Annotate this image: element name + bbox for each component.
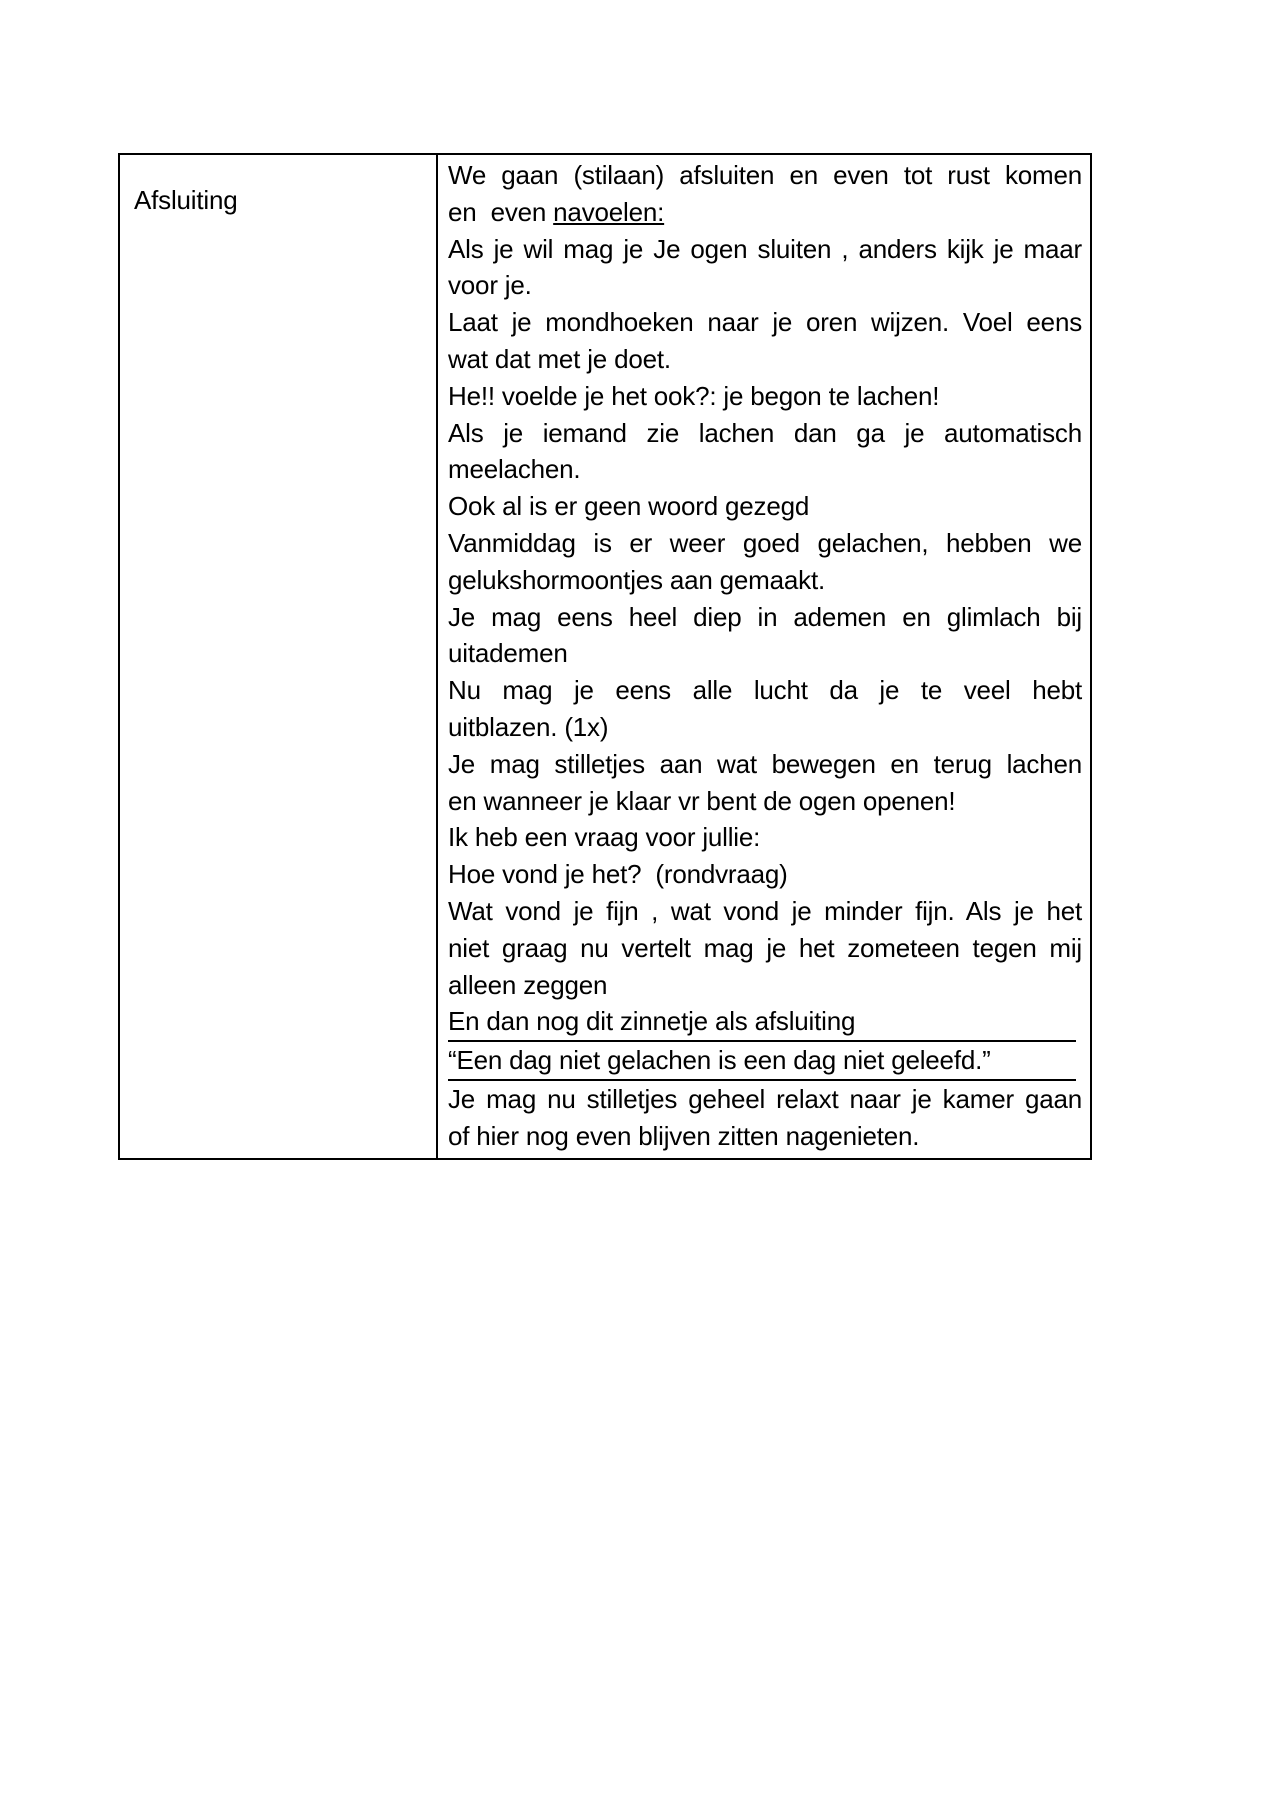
- text-segment: Vanmiddag is er weer goed gelachen, hebben we: [448, 527, 1082, 558]
- text-line: [448, 783, 1082, 820]
- table-content-cell: [438, 155, 1090, 1158]
- text-line: [448, 1081, 1082, 1118]
- text-line: [448, 304, 1082, 341]
- row-header-label: Afsluiting: [134, 185, 238, 215]
- text-segment: voor je.: [448, 270, 532, 301]
- text-line: [448, 599, 1082, 636]
- text-segment: Hoe vond je het? (rondvraag): [448, 859, 788, 890]
- text-segment: We gaan (stilaan) afsluiten en even tot rust komen: [448, 160, 1082, 190]
- afsluiting-table: [118, 153, 1092, 1160]
- text-segment: meelachen.: [448, 454, 581, 485]
- text-segment: Je mag nu stilletjes geheel relaxt naar je kamer gaan: [448, 1083, 1082, 1114]
- text-line: [448, 672, 1082, 709]
- text-line: [448, 930, 1082, 967]
- text-segment: Je mag eens heel diep in ademen en glimlach bij: [448, 601, 1082, 632]
- text-segment: Nu mag je eens alle lucht da je te veel hebt: [448, 675, 1082, 706]
- text-line: [448, 819, 1082, 856]
- text-line: [448, 341, 1082, 378]
- text-segment: en even: [448, 196, 554, 227]
- text-segment: Laat je mondhoeken naar je oren wijzen. Voel eens: [448, 307, 1082, 338]
- text-line: [448, 709, 1082, 746]
- text-line: [448, 157, 1082, 194]
- text-line: [448, 967, 1082, 1004]
- text-segment: uitblazen. (1x): [448, 711, 609, 742]
- quote-line: [448, 1040, 1076, 1081]
- text-segment: He!! voelde je het ook?: je begon te lachen!: [448, 380, 940, 411]
- text-line: [448, 415, 1082, 452]
- text-segment: Ik heb een vraag voor jullie:: [448, 822, 761, 853]
- text-segment: Wat vond je fijn , wat vond je minder fijn. Als je het: [448, 895, 1082, 926]
- text-line: [448, 635, 1082, 672]
- text-segment: of hier nog even blijven zitten nagenieten.: [448, 1120, 920, 1151]
- table-row-header-cell: [120, 155, 438, 1158]
- text-segment: alleen zeggen: [448, 969, 608, 1000]
- underlined-text: navoelen:: [553, 196, 665, 227]
- text-line: [448, 1118, 1082, 1155]
- text-line: [448, 451, 1082, 488]
- text-segment: Als je iemand zie lachen dan ga je automatisch: [448, 417, 1082, 448]
- text-segment: niet graag nu vertelt mag je het zometeen tegen mij: [448, 932, 1082, 963]
- text-line: [448, 562, 1082, 599]
- text-line: [448, 488, 1082, 525]
- text-line: [448, 231, 1082, 268]
- text-line: [448, 893, 1082, 930]
- text-line: [448, 378, 1082, 415]
- text-segment: Je mag stilletjes aan wat bewegen en terug lachen: [448, 748, 1082, 779]
- text-segment: Ook al is er geen woord gezegd: [448, 491, 810, 522]
- text-line: [448, 525, 1082, 562]
- text-segment: Als je wil mag je Je ogen sluiten , anders kijk je maar: [448, 233, 1082, 264]
- text-segment: gelukshormoontjes aan gemaakt.: [448, 564, 826, 595]
- text-segment: En dan nog dit zinnetje als afsluiting: [448, 1006, 856, 1037]
- text-segment: wat dat met je doet.: [448, 343, 671, 374]
- text-line: [448, 194, 1082, 231]
- text-line: [448, 746, 1082, 783]
- text-segment: “Een dag niet gelachen is een dag niet geleefd.”: [448, 1045, 991, 1076]
- text-line: [448, 856, 1082, 893]
- text-line: [448, 1003, 1082, 1040]
- text-segment: en wanneer je klaar vr bent de ogen openen!: [448, 785, 956, 816]
- text-line: [448, 267, 1082, 304]
- text-segment: uitademen: [448, 638, 568, 669]
